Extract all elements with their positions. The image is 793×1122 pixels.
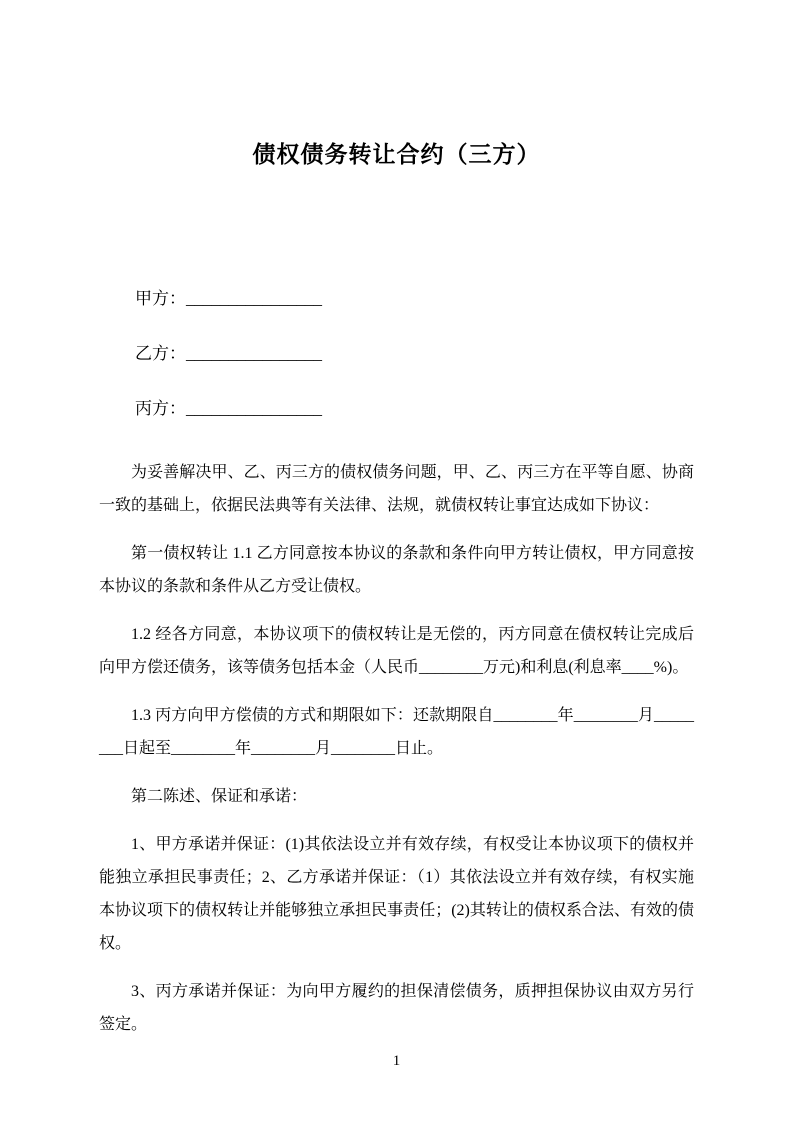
party-line-jiafang [135, 289, 694, 308]
contract-body [99, 456, 694, 1041]
party-blank-bingfang: ________________ [186, 399, 322, 418]
party-label-yifang: 乙方： [135, 344, 186, 363]
intro-paragraph: 为妥善解决甲、乙、丙三方的债权债务问题，甲、乙、丙三方在平等自愿、协商一致的基础上，依据民法典等有关法律、法规，就债权转让事宜达成如下协议： [99, 464, 694, 514]
party-line-yifang [135, 344, 694, 363]
clause-2-3: 3、丙方承诺并保证：为向甲方履约的担保清偿债务，质押担保协议由双方另行签定。 [99, 983, 694, 1033]
clause-1-2: 1.2 经各方同意，本协议项下的债权转让是无偿的，丙方同意在债权转让完成后向甲方偿还债务，该等债务包括本金（人民币________万元)和利息(利息率____%)。 [99, 626, 694, 676]
parties-block [99, 289, 694, 418]
party-label-jiafang: 甲方： [135, 289, 186, 308]
section-2-heading: 第二陈述、保证和承诺： [131, 788, 308, 805]
clause-1-3: 1.3 丙方向甲方偿债的方式和期限如下：还款期限自________年________月________日起至________年________月________日止。 [99, 707, 694, 757]
clause-1-1: 第一债权转让 1.1 乙方同意按本协议的条款和条件向甲方转让债权，甲方同意按本协议的条款和条件从乙方受让债权。 [99, 545, 694, 595]
clause-2-1-2: 1、甲方承诺并保证：(1)其依法设立并有效存续，有权受让本协议项下的债权并能独立承担民事责任；2、乙方承诺并保证：（1）其依法设立并有效存续，有权实施本协议项下的债权转让并能够独立承担民事责任；(2)其转让的债权系合法、有效的债权。 [99, 836, 694, 952]
document-title: 债权债务转让合约（三方） [252, 142, 541, 167]
party-blank-jiafang: ________________ [186, 289, 322, 308]
page-number: 1 [392, 1053, 401, 1069]
party-line-bingfang [135, 399, 694, 418]
party-blank-yifang: ________________ [186, 344, 322, 363]
party-label-bingfang: 丙方： [135, 399, 186, 418]
